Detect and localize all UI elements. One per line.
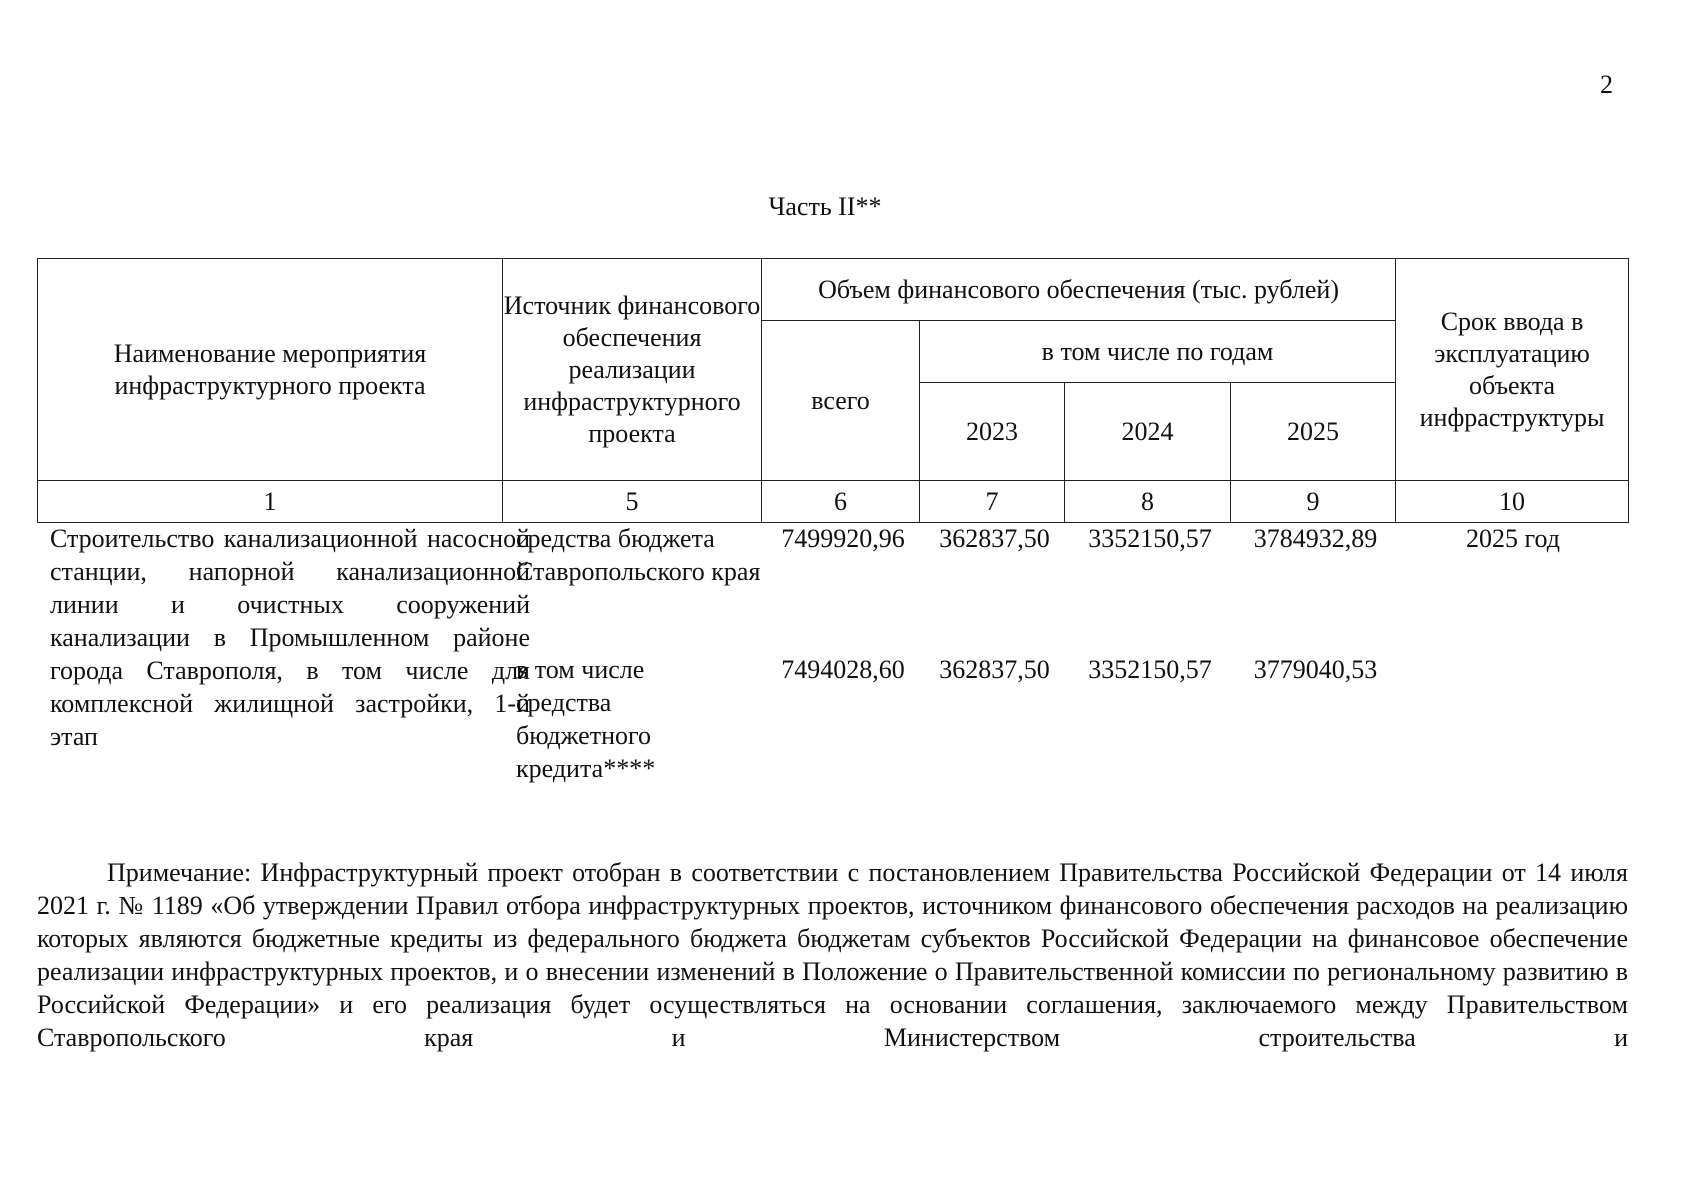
row-2024: 3352150,57 [1088, 524, 1212, 553]
row-total: 7494028,60 [781, 655, 905, 684]
row-2025: 3784932,89 [1253, 524, 1378, 553]
column-number: 5 [503, 481, 762, 523]
row-source: средства бюджета Ставропольского края [516, 524, 761, 586]
column-number: 10 [1396, 481, 1629, 523]
header-2025: 2025 [1231, 383, 1396, 481]
column-number: 7 [920, 481, 1065, 523]
financing-table-header [37, 258, 1629, 523]
header-total: всего [762, 321, 920, 481]
row-2024: 3352150,57 [1088, 655, 1212, 684]
row-term: 2025 год [1466, 524, 1560, 553]
page-number: 2 [1600, 70, 1613, 99]
row-2025: 3779040,53 [1253, 655, 1378, 684]
note-paragraph: Примечание: Инфраструктурный проект отобран в соответствии с постановлением Правительства Российской Федерации от 14 июля 2021 г. № 1189 «Об утверждении Правил отбора инфраструктурных проектов, источником финансового обеспечения расходов на реализацию которых являются бюджетные кредиты из федерального бюджета бюджетам субъектов Российской Федерации на финансовое обеспечение реализации инфраструктурных проектов, и о внесении изменений в Положение о Правительственной комиссии по региональному развитию в Российской Федерации» и его реализация будет осуществляться на основании соглашения, заключаемого между Правительством Ставропольского края и Министерством строительства и [37, 858, 1628, 1052]
header-2024: 2024 [1065, 383, 1231, 481]
part-title: Часть II** [768, 192, 882, 221]
row-source: в том числе средства бюджетного кредита**** [516, 655, 656, 783]
column-number: 6 [762, 481, 920, 523]
row-2023: 362837,50 [939, 524, 1050, 553]
row-total: 7499920,96 [781, 524, 905, 553]
header-by-years: в том числе по годам [920, 321, 1396, 383]
row-2023: 362837,50 [939, 655, 1050, 684]
header-2023: 2023 [920, 383, 1065, 481]
header-volume: Объем финансового обеспечения (тыс. рублей) [762, 259, 1396, 321]
column-number: 8 [1065, 481, 1231, 523]
project-name: Строительство канализационной насосной станции, напорной канализационной линии и очистных сооружений канализации в Промышленном районе города Ставрополя, в том числе для комплексной жилищной застройки, 1-й этап [50, 524, 530, 751]
table-body [37, 522, 1628, 802]
column-number: 1 [38, 481, 503, 523]
header-term: Срок ввода в эксплуатацию объекта инфраструктуры [1396, 259, 1629, 481]
header-source: Источник финансового обеспечения реализации инфраструктурного проекта [503, 259, 762, 481]
column-number: 9 [1231, 481, 1396, 523]
header-name: Наименование мероприятия инфраструктурного проекта [38, 259, 503, 481]
